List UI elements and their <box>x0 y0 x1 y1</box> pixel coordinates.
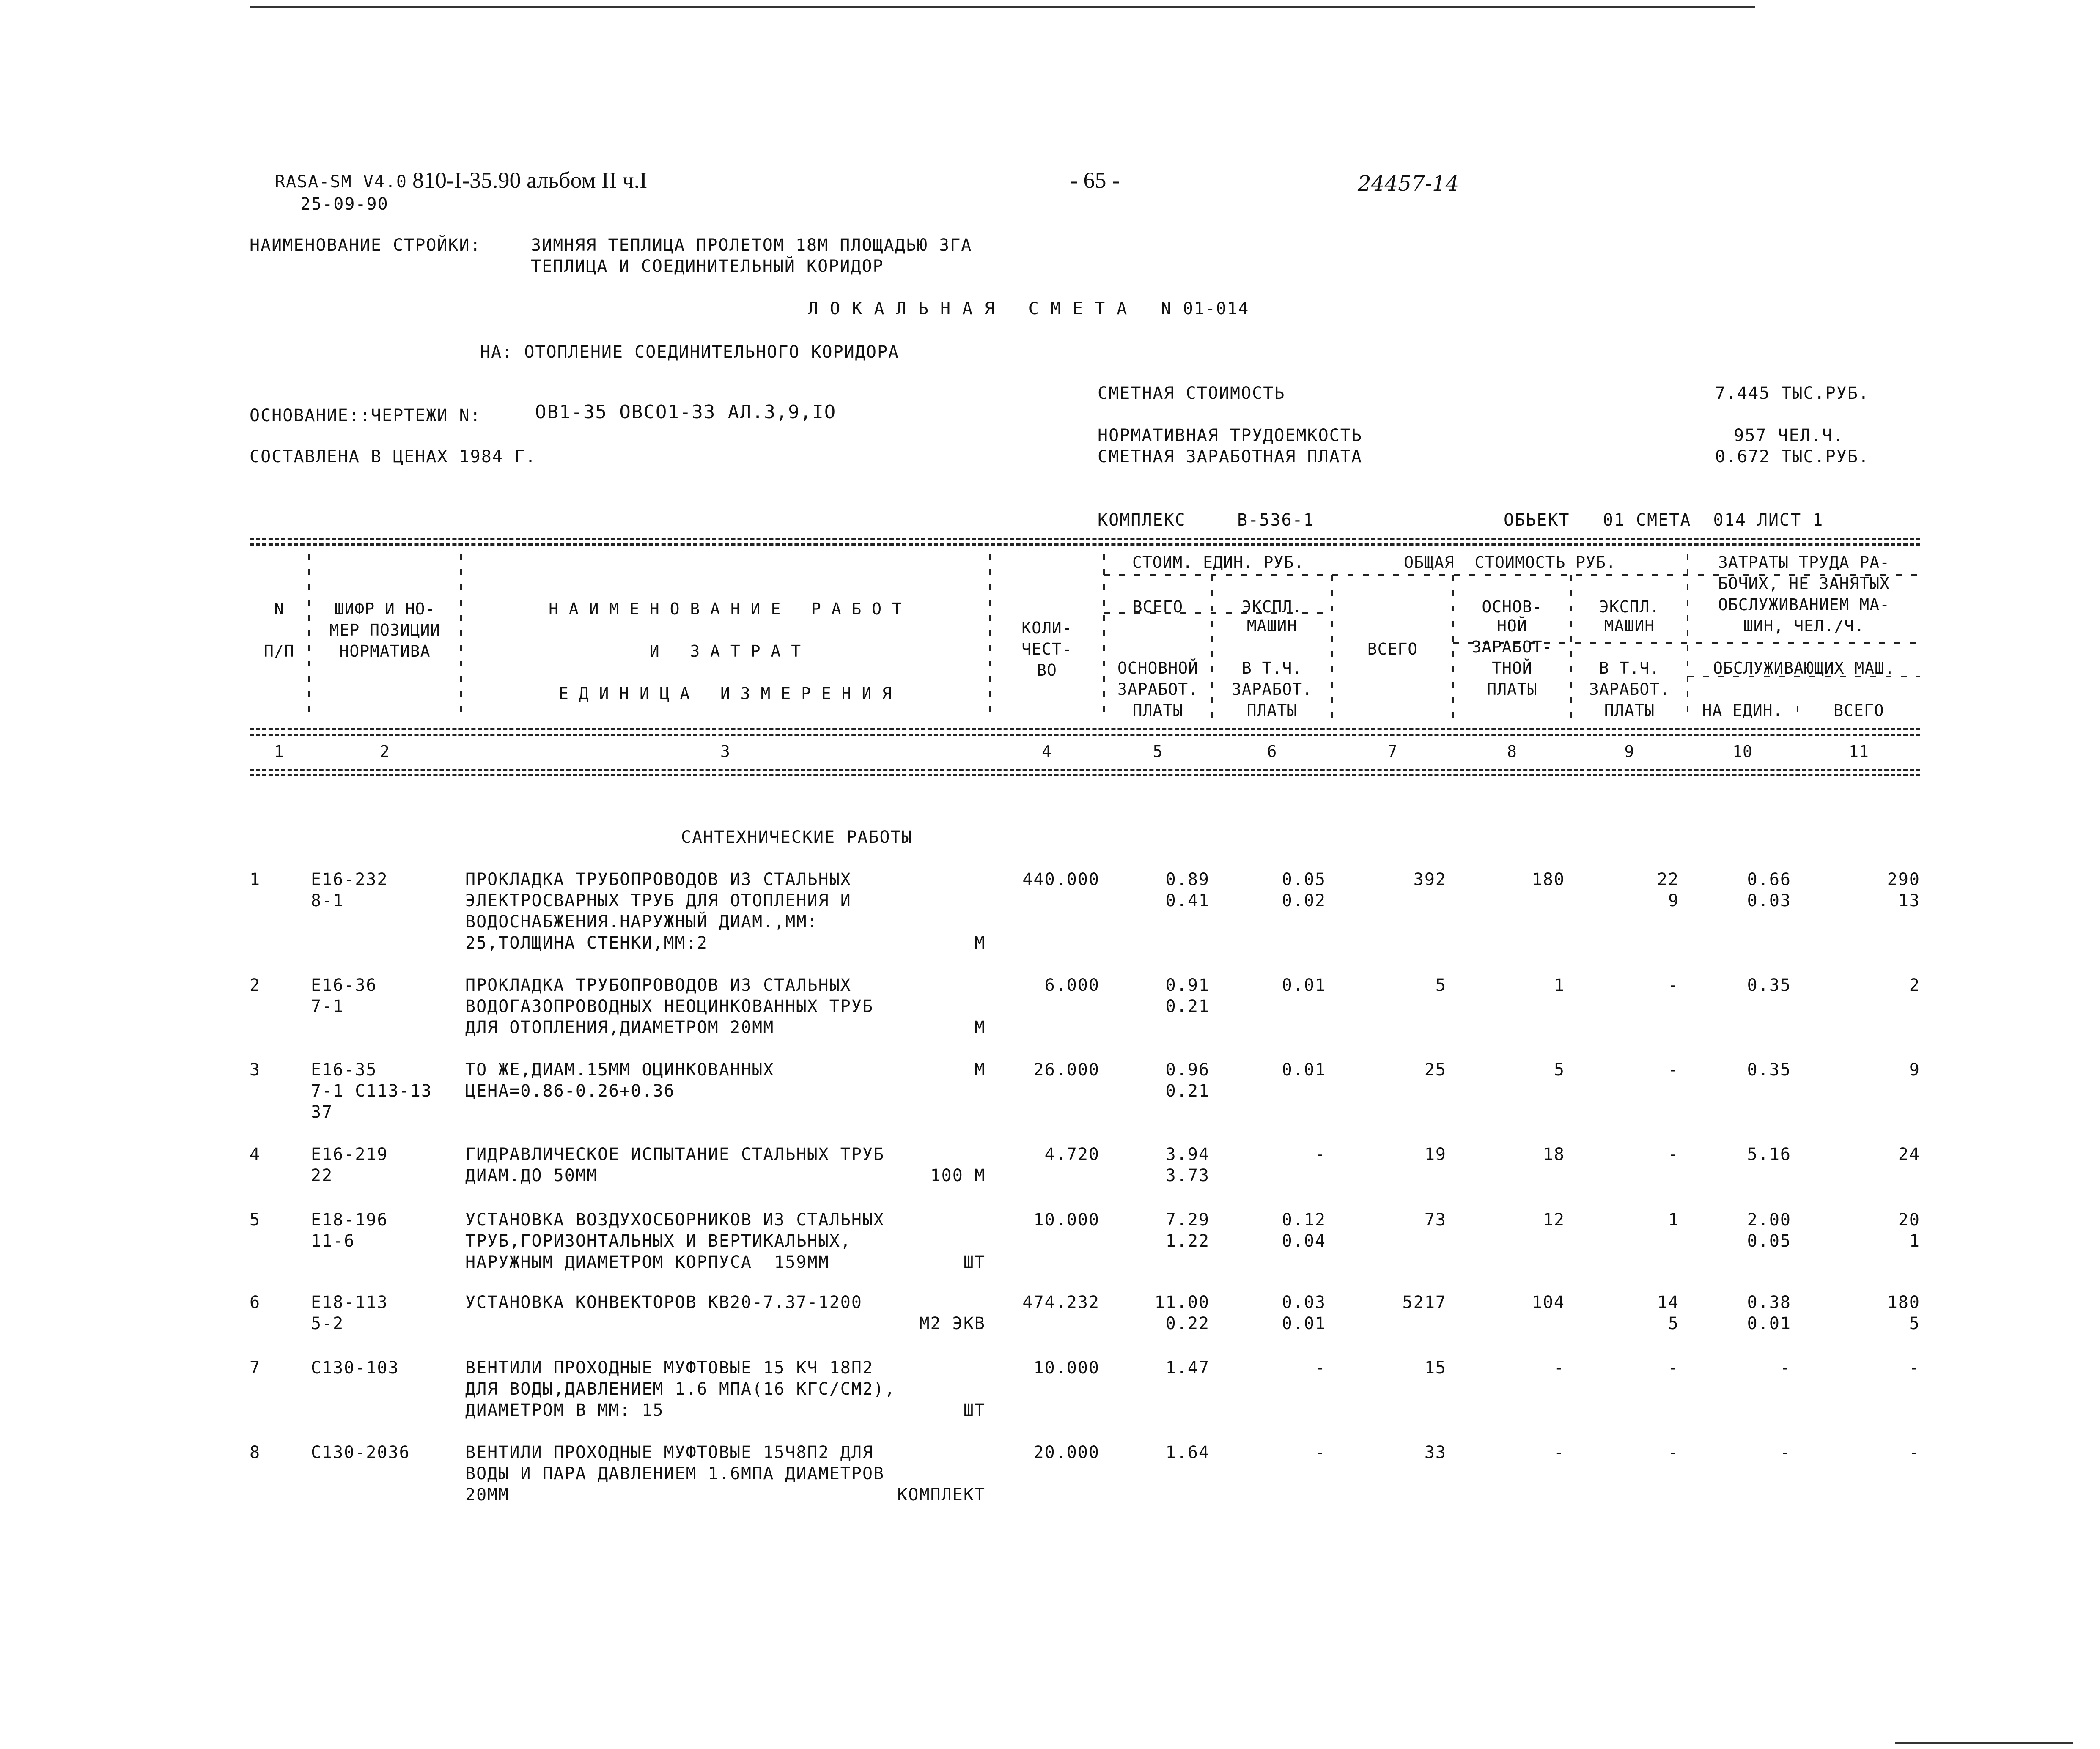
col2-header-b: МЕР ПОЗИЦИИ <box>329 621 441 639</box>
cost-value: 7.445 ТЫС.РУБ. <box>1715 384 1869 403</box>
row-code: E16-36 <box>311 976 377 995</box>
row-c5: 1.47 <box>1165 1358 1210 1378</box>
row-unit: 100 М <box>930 1166 985 1185</box>
row-number: 8 <box>250 1443 261 1462</box>
row-c9: 9 <box>1668 891 1679 910</box>
col9-header-d: ЗАРАБОТ. <box>1589 680 1670 699</box>
object-sheet-info: ОБЬЕКТ 01 СМЕТА 014 ЛИСТ 1 <box>1504 510 1824 530</box>
unit-cost-header: СТОИМ. ЕДИН. РУБ. <box>1132 553 1304 572</box>
row-c11: 9 <box>1909 1060 1920 1080</box>
construction-line1: ЗИМНЯЯ ТЕПЛИЦА ПРОЛЕТОМ 18М ПЛОЩАДЬЮ 3ГА <box>531 236 972 255</box>
row-c10: - <box>1780 1358 1791 1378</box>
col10-header: НА ЕДИН. <box>1702 701 1783 720</box>
labor-header-c: ОБСЛУЖИВАНИЕМ МА- <box>1718 595 1890 614</box>
row-c5: 0.96 <box>1165 1060 1210 1080</box>
col-number-2: 2 <box>380 742 390 761</box>
price-basis: СОСТАВЛЕНА В ЦЕНАХ 1984 Г. <box>250 447 537 466</box>
row-name-line: НАРУЖНЫМ ДИАМЕТРОМ КОРПУСА 159ММ <box>465 1253 829 1272</box>
row-quantity: 474.232 <box>1022 1293 1100 1312</box>
labor-header-a: ЗАТРАТЫ ТРУДА РА- <box>1718 553 1890 572</box>
row-c11: - <box>1909 1443 1920 1462</box>
row-c5: 0.21 <box>1165 1081 1210 1101</box>
col4-header-a: КОЛИ- <box>1021 619 1072 637</box>
row-c9: - <box>1668 1443 1679 1462</box>
row-name-line: ПРОКЛАДКА ТРУБОПРОВОДОВ ИЗ СТАЛЬНЫХ <box>465 870 851 889</box>
labor-header-e: ОБСЛУЖИВАЮЩИХ МАШ. <box>1713 659 1895 677</box>
labor-label: НОРМАТИВНАЯ ТРУДОЕМКОСТЬ <box>1098 426 1362 445</box>
page-number: - 65 - <box>1070 167 1120 193</box>
row-name-line: ТРУБ,ГОРИЗОНТАЛЬНЫХ И ВЕРТИКАЛЬНЫХ, <box>465 1231 851 1251</box>
row-code: 7-1 <box>311 997 344 1016</box>
row-c5: 0.41 <box>1165 891 1210 910</box>
row-c10: 0.66 <box>1747 870 1791 889</box>
row-c6: 0.01 <box>1282 1314 1326 1333</box>
row-name-line: ПРОКЛАДКА ТРУБОПРОВОДОВ ИЗ СТАЛЬНЫХ <box>465 976 851 995</box>
row-code: E16-219 <box>311 1145 388 1164</box>
row-c8: - <box>1554 1443 1565 1462</box>
numbers-bottom-rule-2 <box>250 774 1920 776</box>
complex-value: B-536-1 <box>1237 510 1315 530</box>
col-number-8: 8 <box>1507 742 1517 761</box>
row-c5: 7.29 <box>1165 1210 1210 1230</box>
wage-label: СМЕТНАЯ ЗАРАБОТНАЯ ПЛАТА <box>1098 447 1362 466</box>
row-quantity: 440.000 <box>1022 870 1100 889</box>
row-unit: М <box>974 933 985 953</box>
labor-header-b: БОЧИХ, НЕ ЗАНЯТЫХ <box>1718 574 1890 593</box>
header-bottom-rule-2 <box>250 734 1920 736</box>
row-c10: 0.03 <box>1747 891 1791 910</box>
row-c10: 0.38 <box>1747 1293 1791 1312</box>
labor-value: 957 ЧЕЛ.Ч. <box>1734 426 1844 445</box>
cost-label: СМЕТНАЯ СТОИМОСТЬ <box>1098 384 1285 403</box>
row-c10: 0.05 <box>1747 1231 1791 1251</box>
col3-header-c: Е Д И Н И Ц А И З М Е Р Е Н И Я <box>559 684 892 703</box>
col8-header-b: НОЙ <box>1497 617 1527 635</box>
row-c5: 0.22 <box>1165 1314 1210 1333</box>
row-c5: 0.91 <box>1165 976 1210 995</box>
row-name-line: УСТАНОВКА КОНВЕКТОРОВ КВ20-7.37-1200 <box>465 1293 862 1312</box>
row-c7: 25 <box>1424 1060 1447 1080</box>
row-code: 37 <box>311 1102 333 1122</box>
col6-header-e: ПЛАТЫ <box>1246 701 1298 720</box>
row-code: 7-1 C113-13 <box>311 1081 432 1101</box>
col8-header-d: ТНОЙ <box>1492 659 1532 677</box>
row-unit: М <box>974 1018 985 1037</box>
col8-header-c: ЗАРАБОТ- <box>1471 638 1553 656</box>
row-name-line: ДЛЯ ОТОПЛЕНИЯ,ДИАМЕТРОМ 20ММ <box>465 1018 774 1037</box>
labor-header-d: ШИН, ЧЕЛ./Ч. <box>1743 617 1865 635</box>
col6-header-d: ЗАРАБОТ. <box>1231 680 1313 699</box>
col1-header-a: N <box>274 600 284 618</box>
col-number-11: 11 <box>1849 742 1869 761</box>
row-unit: М2 ЭКВ <box>919 1314 985 1333</box>
row-code: C130-2036 <box>311 1443 410 1462</box>
row-code: E16-232 <box>311 870 388 889</box>
row-unit: КОМПЛЕКТ <box>897 1485 985 1505</box>
row-quantity: 20.000 <box>1033 1443 1100 1462</box>
row-number: 2 <box>250 976 261 995</box>
col8-header-e: ПЛАТЫ <box>1487 680 1537 699</box>
row-name-line: ДИАМ.ДО 50ММ <box>465 1166 598 1185</box>
row-name-line: 25,ТОЛЩИНА СТЕНКИ,ММ:2 <box>465 933 708 953</box>
row-c9: - <box>1668 1358 1679 1378</box>
row-c7: 392 <box>1413 870 1447 889</box>
row-code: 8-1 <box>311 891 344 910</box>
col6-header-a: ЭКСПЛ. <box>1241 598 1303 616</box>
row-c5: 3.73 <box>1165 1166 1210 1185</box>
row-c9: - <box>1668 976 1679 995</box>
row-c10: 0.35 <box>1747 976 1791 995</box>
row-c6: 0.01 <box>1282 1060 1326 1080</box>
row-name-line: ЭЛЕКТРОСВАРНЫХ ТРУБ ДЛЯ ОТОПЛЕНИЯ И <box>465 891 851 910</box>
row-quantity: 26.000 <box>1033 1060 1100 1080</box>
row-code: E16-35 <box>311 1060 377 1080</box>
row-unit: ШТ <box>963 1401 985 1420</box>
col-number-3: 3 <box>720 742 730 761</box>
row-c9: 1 <box>1668 1210 1679 1230</box>
top-border-line <box>250 6 1755 8</box>
row-c5: 3.94 <box>1165 1145 1210 1164</box>
row-name-line: ЦЕНА=0.86-0.26+0.36 <box>465 1081 675 1101</box>
row-c11: - <box>1909 1358 1920 1378</box>
basis-label: ОСНОВАНИЕ::ЧЕРТЕЖИ N: <box>250 406 481 425</box>
row-c6: - <box>1315 1443 1326 1462</box>
print-date: 25-09-90 <box>300 195 389 214</box>
row-c7: 73 <box>1424 1210 1447 1230</box>
row-number: 4 <box>250 1145 261 1164</box>
estimate-subject: НА: ОТОПЛЕНИЕ СОЕДИНИТЕЛЬНОГО КОРИДОРА <box>480 343 900 362</box>
row-c11: 5 <box>1909 1314 1920 1333</box>
row-name-line: ГИДРАВЛИЧЕСКОЕ ИСПЫТАНИЕ СТАЛЬНЫХ ТРУБ <box>465 1145 885 1164</box>
row-name-line: 20ММ <box>465 1485 510 1505</box>
row-c11: 20 <box>1898 1210 1920 1230</box>
row-c8: - <box>1554 1358 1565 1378</box>
complex-label: КОМПЛЕКС <box>1098 510 1186 530</box>
row-name-line: УСТАНОВКА ВОЗДУХОСБОРНИКОВ ИЗ СТАЛЬНЫХ <box>465 1210 885 1230</box>
col-number-7: 7 <box>1387 742 1398 761</box>
row-c7: 19 <box>1424 1145 1447 1164</box>
col4-header-b: ЧЕСТ- <box>1021 640 1072 658</box>
col4-header-c: ВО <box>1037 661 1057 680</box>
col3-header-a: Н А И М Е Н О В А Н И Е Р А Б О Т <box>549 600 902 618</box>
col9-header-a: ЭКСПЛ. <box>1599 598 1660 616</box>
row-c8: 104 <box>1532 1293 1565 1312</box>
col-number-1: 1 <box>274 742 284 761</box>
col8-header-a: ОСНОВ- <box>1482 598 1543 616</box>
row-c7: 5 <box>1435 976 1447 995</box>
construction-line2: ТЕПЛИЦА И СОЕДИНИТЕЛЬНЫЙ КОРИДОР <box>531 257 884 276</box>
col5-header-a: ВСЕГО <box>1132 598 1183 616</box>
row-c7: 15 <box>1424 1358 1447 1378</box>
col9-header-c: В Т.Ч. <box>1599 659 1660 677</box>
row-quantity: 10.000 <box>1033 1358 1100 1378</box>
row-c9: - <box>1668 1060 1679 1080</box>
row-code: 22 <box>311 1166 333 1185</box>
bottom-border-line <box>1895 1742 2073 1744</box>
row-c10: - <box>1780 1443 1791 1462</box>
col2-header-c: НОРМАТИВА <box>339 642 431 661</box>
row-code: 5-2 <box>311 1314 344 1333</box>
table-top-rule <box>250 538 1920 540</box>
row-c11: 180 <box>1887 1293 1920 1312</box>
row-c6: 0.05 <box>1282 870 1326 889</box>
row-code: E18-196 <box>311 1210 388 1230</box>
row-c8: 18 <box>1543 1145 1565 1164</box>
col-number-6: 6 <box>1267 742 1277 761</box>
row-name-line: ВЕНТИЛИ ПРОХОДНЫЕ МУФТОВЫЕ 15 КЧ 18П2 <box>465 1358 874 1378</box>
col6-header-c: В Т.Ч. <box>1241 659 1303 677</box>
row-name-line: ДИАМЕТРОМ В ММ: 15 <box>465 1401 664 1420</box>
row-c8: 180 <box>1532 870 1565 889</box>
col6-header-b: МАШИН <box>1246 617 1298 635</box>
row-c5: 1.64 <box>1165 1443 1210 1462</box>
row-quantity: 6.000 <box>1044 976 1100 995</box>
row-c11: 290 <box>1887 870 1920 889</box>
row-c11: 1 <box>1909 1231 1920 1251</box>
col-number-9: 9 <box>1624 742 1635 761</box>
col9-header-e: ПЛАТЫ <box>1604 701 1655 720</box>
col1-header-b: П/П <box>264 642 294 661</box>
row-number: 6 <box>250 1293 261 1312</box>
col2-header-a: ШИФР И НО- <box>334 600 436 618</box>
row-c10: 0.01 <box>1747 1314 1791 1333</box>
row-c9: - <box>1668 1145 1679 1164</box>
row-c7: 33 <box>1424 1443 1447 1462</box>
row-c8: 12 <box>1543 1210 1565 1230</box>
col9-header-b: МАШИН <box>1604 617 1655 635</box>
row-name-line: ВОДОСНАБЖЕНИЯ.НАРУЖНЫЙ ДИАМ.,ММ: <box>465 912 818 932</box>
row-name-line: ВЕНТИЛИ ПРОХОДНЫЕ МУФТОВЫЕ 15Ч8П2 ДЛЯ <box>465 1443 874 1462</box>
row-c9: 14 <box>1657 1293 1679 1312</box>
row-c6: 0.12 <box>1282 1210 1326 1230</box>
row-name-line: ТО ЖЕ,ДИАМ.15ММ ОЦИНКОВАННЫХ <box>465 1060 774 1080</box>
section-title: САНТЕХНИЧЕСКИЕ РАБОТЫ <box>681 828 913 847</box>
row-name-line: ВОДОГАЗОПРОВОДНЫХ НЕОЦИНКОВАННЫХ ТРУБ <box>465 997 874 1016</box>
row-c11: 13 <box>1898 891 1920 910</box>
numbers-bottom-rule <box>250 769 1920 771</box>
row-quantity: 10.000 <box>1033 1210 1100 1230</box>
total-cost-header: ОБЩАЯ СТОИМОСТЬ РУБ. <box>1404 553 1616 572</box>
row-c9: 22 <box>1657 870 1679 889</box>
col-number-10: 10 <box>1732 742 1753 761</box>
estimate-title: Л О К А Л Ь Н А Я С М Е Т А N 01-014 <box>808 299 1249 318</box>
wage-value: 0.672 ТЫС.РУБ. <box>1715 447 1869 466</box>
row-c10: 2.00 <box>1747 1210 1791 1230</box>
row-c7: 5217 <box>1402 1293 1447 1312</box>
row-c6: 0.03 <box>1282 1293 1326 1312</box>
row-number: 3 <box>250 1060 261 1080</box>
construction-label: НАИМЕНОВАНИЕ СТРОЙКИ: <box>250 236 481 255</box>
row-name-line: ДЛЯ ВОДЫ,ДАВЛЕНИЕМ 1.6 МПА(16 КГС/СМ2), <box>465 1379 896 1399</box>
row-code: E18-113 <box>311 1293 388 1312</box>
col-number-5: 5 <box>1153 742 1163 761</box>
row-code: C130-103 <box>311 1358 399 1378</box>
col5-header-c: ЗАРАБОТ. <box>1117 680 1199 699</box>
row-c5: 11.00 <box>1154 1293 1210 1312</box>
program-name: RASA-SM V4.0 <box>275 172 407 192</box>
row-c8: 1 <box>1554 976 1565 995</box>
col3-header-b: И З А Т Р А Т <box>649 642 802 661</box>
row-name-line: ВОДЫ И ПАРА ДАВЛЕНИЕМ 1.6МПА ДИАМЕТРОВ <box>465 1464 885 1483</box>
row-c6: 0.04 <box>1282 1231 1326 1251</box>
col11-header: ВСЕГО <box>1834 701 1884 720</box>
row-c11: 24 <box>1898 1145 1920 1164</box>
row-c6: - <box>1315 1358 1326 1378</box>
row-unit: ШТ <box>963 1253 985 1272</box>
basis-value: OB1-35 OBCO1-33 АЛ.3,9,IO <box>535 401 837 423</box>
row-c5: 0.21 <box>1165 997 1210 1016</box>
album-reference: 810-I-35.90 альбом II ч.I <box>412 167 648 193</box>
row-code: 11-6 <box>311 1231 355 1251</box>
header-bottom-rule <box>250 728 1920 730</box>
row-c6: 0.01 <box>1282 976 1326 995</box>
row-c9: 5 <box>1668 1314 1679 1333</box>
row-c5: 0.89 <box>1165 870 1210 889</box>
row-c10: 0.35 <box>1747 1060 1791 1080</box>
row-c8: 5 <box>1554 1060 1565 1080</box>
row-quantity: 4.720 <box>1044 1145 1100 1164</box>
col5-header-b: ОСНОВНОЙ <box>1117 659 1199 677</box>
row-number: 1 <box>250 870 261 889</box>
col5-header-d: ПЛАТЫ <box>1132 701 1183 720</box>
row-c11: 2 <box>1909 976 1920 995</box>
col7-header: ВСЕГО <box>1367 640 1418 658</box>
row-c5: 1.22 <box>1165 1231 1210 1251</box>
row-unit: М <box>974 1060 985 1080</box>
row-c6: - <box>1315 1145 1326 1164</box>
row-c10: 5.16 <box>1747 1145 1791 1164</box>
row-c6: 0.02 <box>1282 891 1326 910</box>
col-number-4: 4 <box>1042 742 1052 761</box>
row-number: 7 <box>250 1358 261 1378</box>
table-top-rule-2 <box>250 543 1920 546</box>
sheet-code: 24457-14 <box>1358 171 1459 196</box>
row-number: 5 <box>250 1210 261 1230</box>
